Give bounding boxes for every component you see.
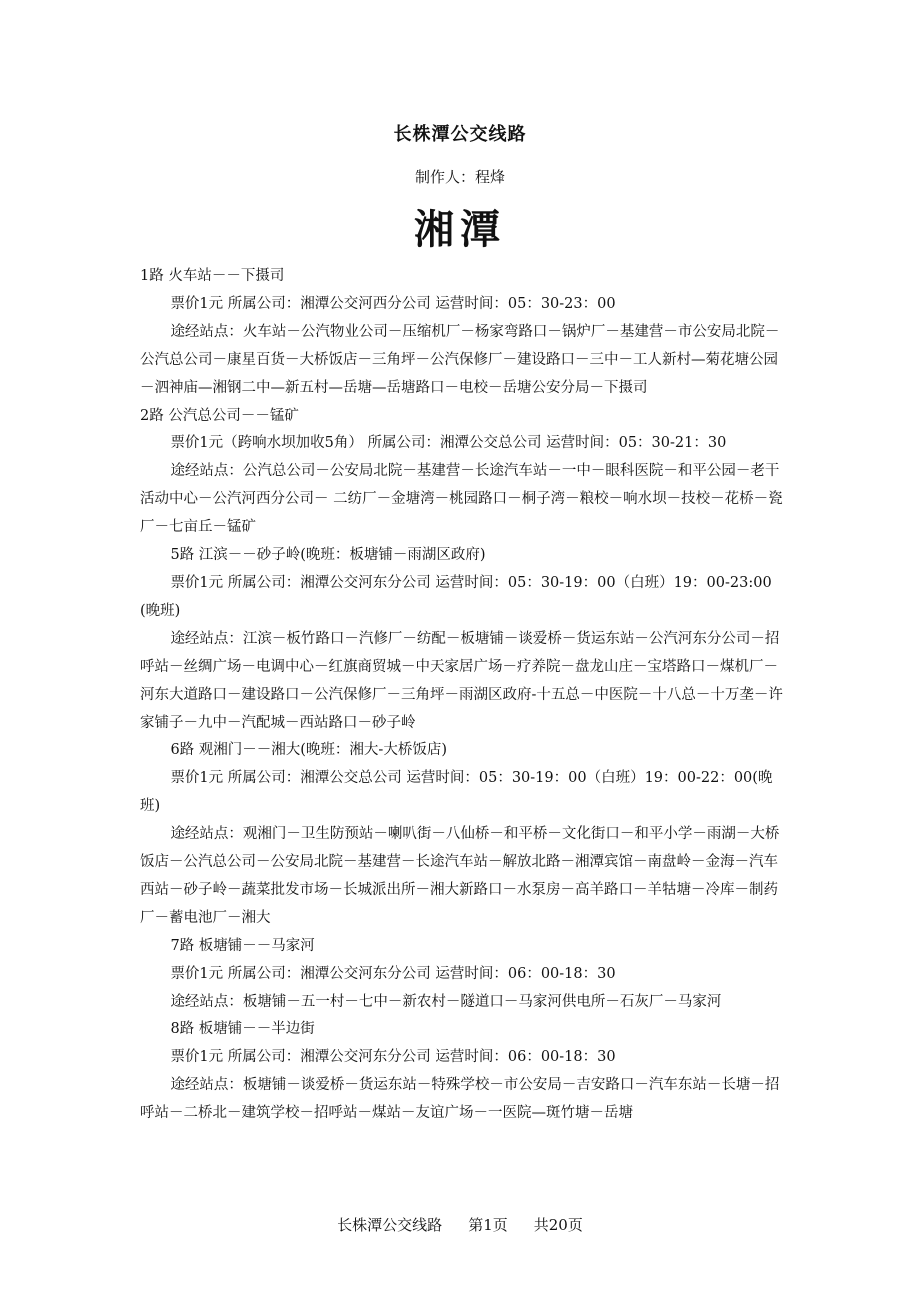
route-stops: 途经站点：火车站－公汽物业公司－压缩机厂－杨家弯路口－锅炉厂－基建营－市公安局北院－公汽总公司－康星百货－大桥饭店－三角坪－公汽保修厂－建设路口－三中－工人新村—菊花塘公园－泗神庙—湘钢二中—新五村—岳塘—岳塘路口－电校－岳塘公安分局－下摄司	[140, 323, 780, 396]
document-title: 长株潭公交线路	[393, 124, 527, 145]
route-info: 票价1元 所属公司：湘潭公交河东分公司 运营时间：05：30-19：00（白班）19：00-23:00(晚班)	[140, 574, 772, 619]
city-heading: 湘潭	[414, 207, 506, 253]
footer-doc-name: 长株潭公交线路	[337, 1216, 443, 1234]
route-info: 票价1元 所属公司：湘潭公交河西分公司 运营时间：05：30-23：00	[170, 295, 616, 312]
route-info: 票价1元 所属公司：湘潭公交河东分公司 运营时间：06：00-18：30	[170, 965, 616, 982]
route-heading: 8路 板塘铺－－半边街	[170, 1021, 315, 1038]
route-stops: 途经站点：板塘铺－谈爱桥－货运东站－特殊学校－市公安局－吉安路口－汽车东站－长塘－招呼站－二桥北－建筑学校－招呼站－煤站－友谊广场－一医院—斑竹塘－岳塘	[140, 1077, 780, 1122]
route-heading: 2路 公汽总公司－－锰矿	[140, 407, 299, 424]
route-stops: 途经站点：板塘铺－五一村－七中－新农村－隧道口－马家河供电所－石灰厂－马家河	[170, 993, 722, 1010]
page-footer	[0, 1214, 920, 1235]
route-heading: 7路 板塘铺－－马家河	[170, 937, 315, 954]
route-heading: 5路 江滨－－砂子岭(晚班：板塘铺－雨湖区政府)	[170, 547, 486, 564]
route-stops: 途经站点：观湘门－卫生防预站－喇叭街－八仙桥－和平桥－文化街口－和平小学－雨湖－大桥饭店－公汽总公司－公安局北院－基建营－长途汽车站－解放北路－湘潭宾馆－南盘岭－金海－汽车西站－砂子岭－蔬菜批发市场－长城派出所－湘大新路口－水泵房－高羊路口－羊牯塘－冷库－制药厂－蓄电池厂－湘大	[140, 826, 780, 926]
footer-total-pages: 共20页	[533, 1216, 583, 1234]
route-heading: 1路 火车站－－下摄司	[140, 268, 285, 284]
route-info: 票价1元 所属公司：湘潭公交总公司 运营时间：05：30-19：00（白班）19：00-22：00(晚班)	[140, 770, 773, 815]
route-stops: 途经站点：江滨－板竹路口－汽修厂－纺配－板塘铺－谈爱桥－货运东站－公汽河东分公司－招呼站－丝绸广场－电调中心－红旗商贸城－中天家居广场－疗养院－盘龙山庄－宝塔路口－煤机厂－河东大道路口－建设路口－公汽保修厂－三角坪－雨湖区政府-十五总－中医院－十八总－十万垄－许家铺子－九中－汽配城－西站路口－砂子岭	[140, 630, 783, 731]
route-stops: 途经站点：公汽总公司－公安局北院－基建营－长途汽车站－一中－眼科医院－和平公园－老干活动中心－公汽河西分公司－ 二纺厂－金塘湾－桃园路口－桐子湾－粮校－响水坝－技校－花桥－瓷厂－七亩丘－锰矿	[140, 463, 783, 536]
author-line: 制作人：程烽	[414, 168, 505, 186]
route-heading: 6路 观湘门－－湘大(晚班：湘大-大桥饭店)	[170, 742, 447, 759]
route-info: 票价1元 所属公司：湘潭公交河东分公司 运营时间：06：00-18：30	[170, 1049, 616, 1066]
route-list	[140, 263, 785, 1128]
footer-page-number: 第1页	[468, 1216, 508, 1234]
route-info: 票价1元（跨响水坝加收5角） 所属公司：湘潭公交总公司 运营时间：05：30-21：30	[170, 435, 727, 452]
